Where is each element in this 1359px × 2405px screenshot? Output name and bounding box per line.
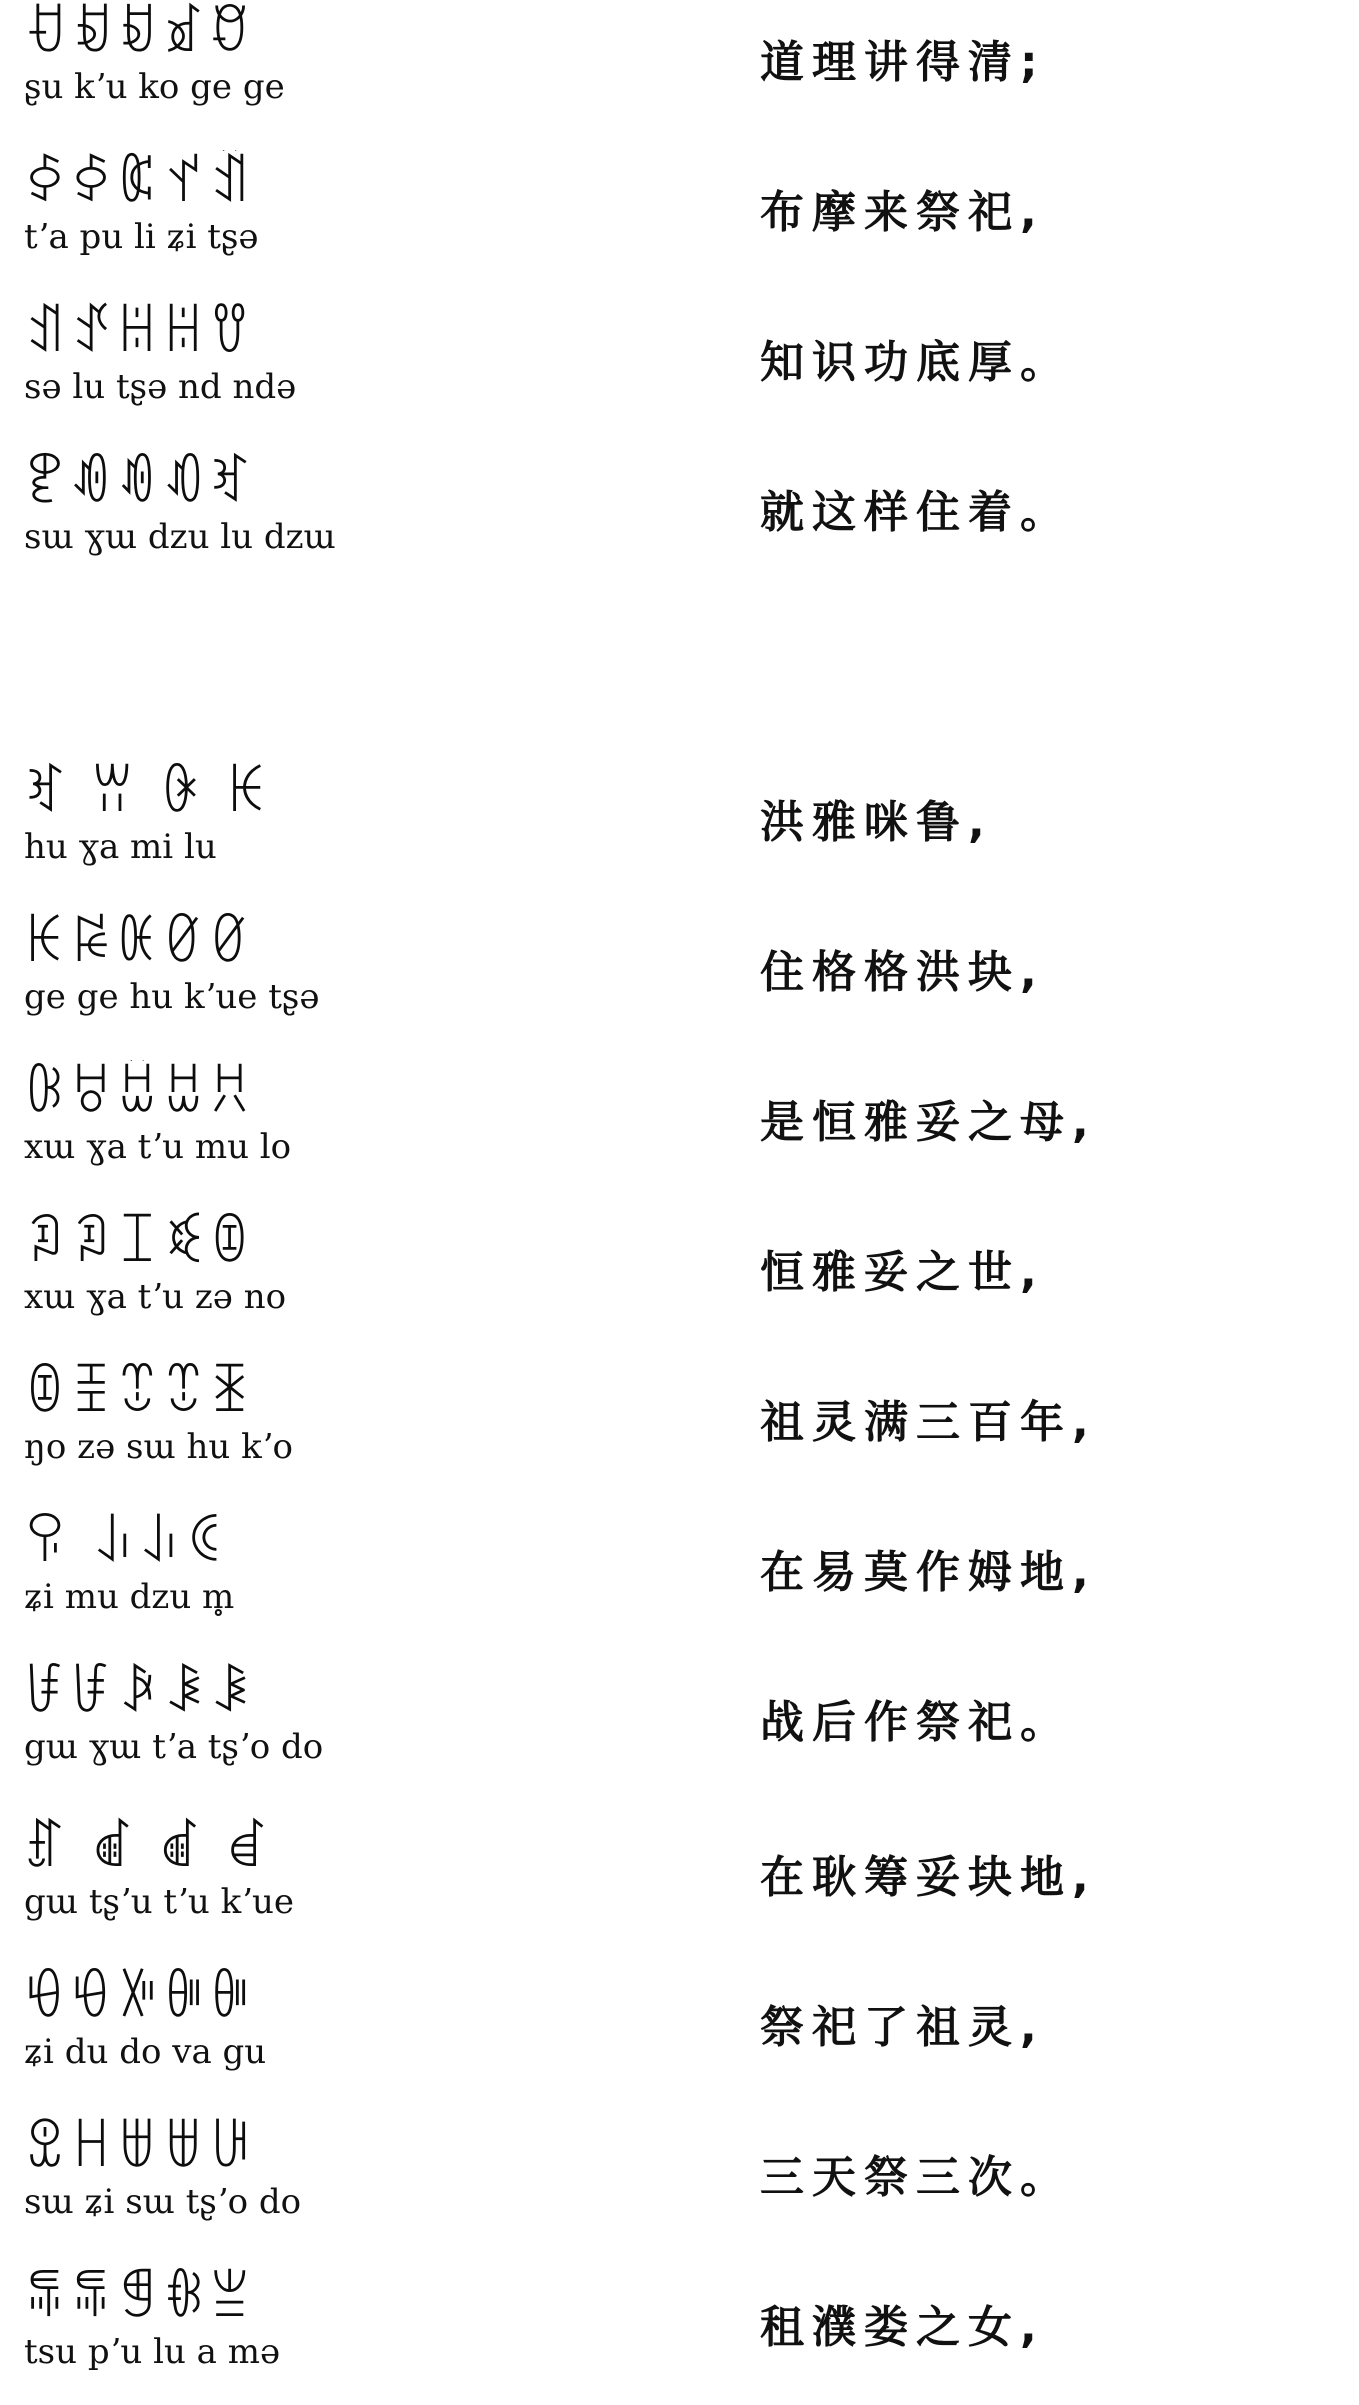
- text-line-3: [0, 300, 1359, 440]
- chinese-translation-line: 恒雅妥之世,: [760, 1247, 1045, 1298]
- romanization-line: ʑi du do va gu: [24, 2032, 267, 2072]
- romanization-line: ge ge hu kʼue tʂə: [24, 977, 320, 1017]
- chinese-translation-line: 住格格洪块,: [760, 947, 1045, 998]
- romanization-line: tsu pʼu lu a mə: [24, 2332, 281, 2372]
- yi-script-line: ꀰꀱꀲꀳꀴ: [24, 1661, 255, 1724]
- yi-script-line: ꀹꀺꀻꀼꀽ: [24, 1966, 255, 2029]
- chinese-translation-line: 是恒雅妥之母,: [760, 1097, 1097, 1148]
- romanization-line: sə lu tʂə nd ndə: [24, 367, 297, 407]
- text-line-5: [0, 760, 1359, 900]
- yi-script-line: ꀝꀞꀟꀠꀡ: [24, 1061, 255, 1124]
- romanization-line: xɯ ɣa tʼu mu lo: [24, 1127, 292, 1167]
- chinese-translation-line: 租濮娄之女,: [760, 2302, 1045, 2353]
- romanization-line: sɯ ɣɯ dzu lu dzɯ: [24, 517, 336, 557]
- yi-script-line: ꀵ ꀶ ꀷ ꀸ: [24, 1816, 273, 1879]
- romanization-line: ŋo zə sɯ hu kʼo: [24, 1427, 293, 1467]
- romanization-line: gɯ tʂʼu tʼu kʼue: [24, 1882, 295, 1922]
- chinese-translation-line: 就这样住着。: [760, 487, 1072, 538]
- chinese-translation-line: 祖灵满三百年,: [760, 1397, 1097, 1448]
- chinese-translation-line: 道理讲得清;: [760, 37, 1046, 88]
- text-line-12: [0, 1815, 1359, 1955]
- text-line-10: [0, 1510, 1359, 1650]
- text-line-14: [0, 2115, 1359, 2255]
- romanization-line: gɯ ɣɯ tʼa tʂʼo do: [24, 1727, 324, 1767]
- chinese-translation-line: 三天祭三次。: [760, 2152, 1072, 2203]
- chinese-translation-line: 祭祀了祖灵,: [760, 2002, 1045, 2053]
- text-line-9: [0, 1360, 1359, 1500]
- yi-script-line: ꀔ ꀕ ꀖ ꀗ: [24, 761, 273, 824]
- chinese-translation-line: 布摩来祭祀,: [760, 187, 1045, 238]
- yi-script-line: ꀊꀋꀌꀍꀎ: [24, 301, 255, 364]
- romanization-line: ʑi mu dzu m̥: [24, 1577, 235, 1617]
- text-line-8: [0, 1210, 1359, 1350]
- yi-script-line: ꀏꀐꀑꀒꀓ: [24, 451, 255, 514]
- text-line-13: [0, 1965, 1359, 2105]
- romanization-line: sɯ ʑi sɯ tʂʼo do: [24, 2182, 302, 2222]
- yi-script-line: ꀀꀁꀂꀃꀄ: [24, 1, 255, 64]
- text-line-7: [0, 1060, 1359, 1200]
- romanization-line: hu ɣa mi lu: [24, 827, 217, 867]
- text-line-1: [0, 0, 1359, 140]
- chinese-translation-line: 在易莫作姆地,: [760, 1547, 1097, 1598]
- romanization-line: xɯ ɣa tʼu zə no: [24, 1277, 287, 1317]
- yi-script-line: ꀘꀙꀚꀛꀜ: [24, 911, 255, 974]
- chinese-translation-line: 战后作祭祀。: [760, 1697, 1072, 1748]
- text-line-11: [0, 1660, 1359, 1800]
- yi-script-line: ꀾꀿꁀꁁꁂ: [24, 2116, 255, 2179]
- text-line-4: [0, 450, 1359, 590]
- chinese-translation-line: 洪雅咪鲁,: [760, 797, 993, 848]
- text-line-6: [0, 910, 1359, 1050]
- text-line-15: [0, 2265, 1359, 2405]
- chinese-translation-line: 在耿筹妥块地,: [760, 1852, 1097, 1903]
- yi-script-line: ꀧꀨꀩꀪꀫ: [24, 1361, 255, 1424]
- romanization-line: ʂu kʼu ko ge ge: [24, 67, 285, 107]
- yi-script-line: ꀬ ꀭꀮꀯ: [24, 1511, 230, 1574]
- yi-script-line: ꀢꀣꀤꀥꀦ: [24, 1211, 255, 1274]
- yi-script-line: ꁃꁄꁅꁆꁇ: [24, 2266, 255, 2329]
- text-line-2: [0, 150, 1359, 290]
- romanization-line: tʼa pu li ʑi tʂə: [24, 217, 259, 257]
- yi-script-line: ꀅꀆꀇꀈꀉ: [24, 151, 255, 214]
- chinese-translation-line: 知识功底厚。: [760, 337, 1072, 388]
